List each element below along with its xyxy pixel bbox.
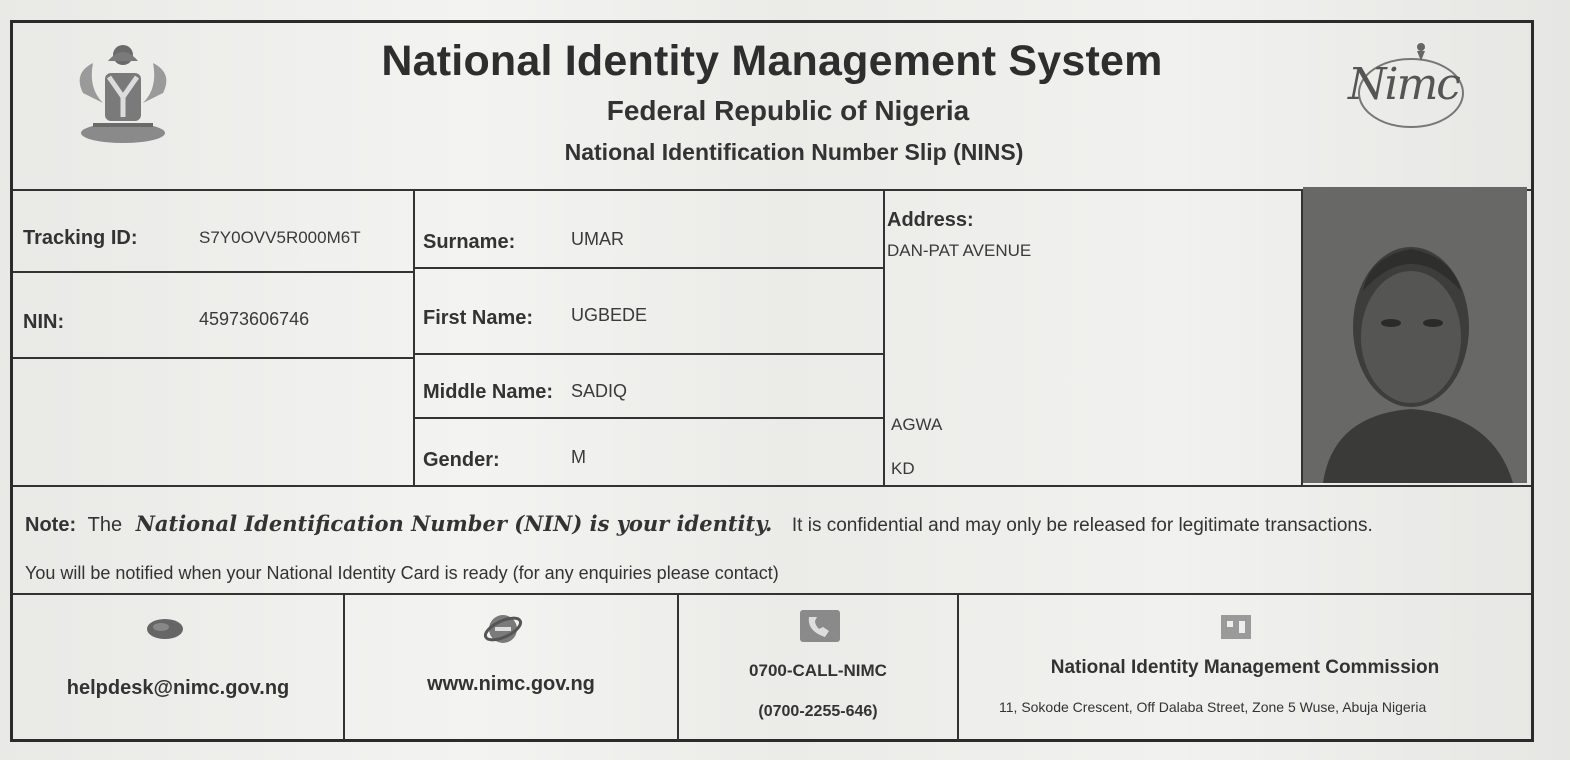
divider [343, 595, 345, 741]
internet-explorer-icon [483, 609, 523, 649]
first-name-value: UGBEDE [571, 305, 648, 325]
first-name-label: First Name: [423, 307, 534, 329]
address-city: AGWA [891, 415, 943, 434]
nin-value: 45973606746 [199, 309, 310, 329]
note-rest: It is confidential and may only be released for legitimate transactions. [791, 515, 1373, 536]
nimc-logo-text: Nimc [1348, 59, 1459, 110]
page-title: National Identity Management System [381, 37, 1163, 85]
note-line-2: You will be notified when your National Identity Card is ready (for any enquiries please contact) [25, 563, 779, 583]
address-line1: DAN-PAT AVENUE [887, 241, 1032, 260]
phone-number-numeric[interactable]: (0700-2255-646) [758, 703, 878, 720]
nin-slip [10, 20, 1534, 742]
slip-title: National Identification Number Slip (NINS) [564, 139, 1024, 165]
note-the: The [87, 514, 123, 536]
note-label: Note: [25, 514, 77, 536]
note-emphasis: National Identification Number (NIN) is your identity. [135, 511, 773, 536]
divider [13, 271, 413, 273]
subtitle: Federal Republic of Nigeria [606, 95, 970, 126]
surname-value: UMAR [571, 229, 624, 249]
surname-label: Surname: [423, 231, 516, 253]
middle-name-label: Middle Name: [423, 381, 554, 403]
gender-value: M [571, 447, 586, 467]
phone-number[interactable]: 0700-CALL-NIMC [749, 661, 887, 680]
divider [413, 189, 415, 485]
divider [415, 417, 883, 419]
org-address: 11, Sokode Crescent, Off Dalaba Street, Zone 5 Wuse, Abuja Nigeria [999, 699, 1427, 715]
divider [415, 353, 883, 355]
nin-label: NIN: [23, 311, 65, 333]
divider [13, 357, 413, 359]
phone-icon [799, 609, 841, 643]
org-name: National Identity Management Commission [1050, 657, 1440, 678]
gender-label: Gender: [423, 449, 500, 471]
email-link[interactable]: helpdesk@nimc.gov.ng [66, 677, 290, 699]
email-icon [143, 615, 187, 643]
divider [415, 267, 883, 269]
address-state: KD [891, 459, 915, 478]
building-icon [1219, 611, 1253, 641]
slip-header [13, 23, 1531, 191]
divider [13, 485, 1531, 487]
address-label: Address: [887, 209, 974, 231]
note-line-1 [25, 511, 1373, 537]
divider [883, 189, 885, 485]
middle-name-value: SADIQ [571, 381, 628, 401]
divider [13, 593, 1531, 595]
passport-photo [1303, 187, 1527, 483]
tracking-id-value: S7Y0OVV5R000M6T [199, 228, 361, 247]
person-silhouette-icon [1303, 187, 1527, 483]
website-link[interactable]: www.nimc.gov.ng [427, 673, 595, 695]
tracking-id-label: Tracking ID: [23, 227, 138, 249]
